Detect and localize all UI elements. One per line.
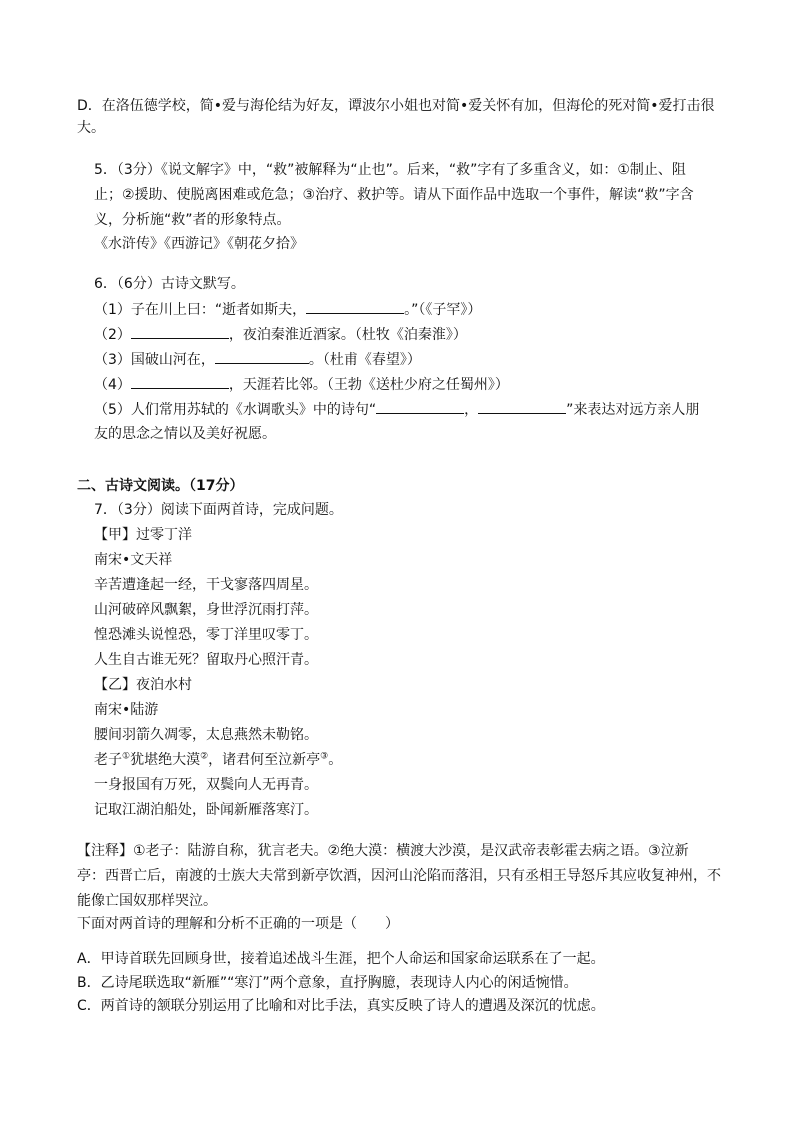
q7-option-c[interactable]: C．两首诗的颔联分别运用了比喻和对比手法，真实反映了诗人的遭遇及深沉的忧虑。 [77,998,605,1014]
poem-b-author: 南宋•陆游 [94,702,159,718]
answer-blank[interactable] [306,299,404,314]
q4-option-d-line2: 大。 [77,120,105,136]
poem-b-text: 犹堪绝大漠 [130,752,201,768]
poem-a-line: 山河破碎风飘絮，身世浮沉雨打萍。 [94,602,318,618]
notes-line2: 亭：西晋亡后，南渡的士族大夫常到新亭饮酒，因河山沦陷而落泪，只有丞相王导怒斥其应收复神州，不 [77,868,721,884]
q5-line3: 义，分析施“救”者的形象特点。 [94,212,291,228]
answer-blank[interactable] [478,399,566,414]
q6-item-5-pre: （5）人们常用苏轼的《水调歌头》中的诗句“ [94,402,377,418]
q6-item-5-mid: ， [464,402,479,418]
q7-title: 7．（3分）阅读下面两首诗，完成问题。 [94,502,343,518]
q6-item-4-pre: （4） [94,377,131,393]
poem-b-label: 【乙】夜泊水村 [94,677,192,693]
answer-blank[interactable] [131,324,229,339]
poem-b-line: 一身报国有万死，双鬓向人无再青。 [94,777,318,793]
footnote-ref-1: ① [122,751,131,762]
q6-item-5-line2: 友的思念之情以及美好祝愿。 [94,426,276,442]
q6-item-2 [94,324,467,345]
q6-item-1-pre: （1）子在川上曰：“逝者如斯夫， [94,302,307,318]
q7-option-a[interactable]: A．甲诗首联先回顾身世，接着追述战斗生涯，把个人命运和国家命运联系在了一起。 [77,951,605,967]
q6-item-2-pre: （2） [94,327,131,343]
footnote-ref-2: ② [200,751,209,762]
q7-question: 下面对两首诗的理解和分析不正确的一项是（ ） [77,916,399,932]
q6-item-1 [94,299,481,320]
poem-a-line: 辛苦遭逢起一经，干戈寥落四周星。 [94,577,318,593]
q6-item-5 [94,399,699,420]
poem-a-author: 南宋•文天祥 [94,552,173,568]
poem-b-line: 记取江湖泊船处，卧闻新雁落寒汀。 [94,802,318,818]
q6-item-2-post: ，夜泊秦淮近酒家。（杜牧《泊秦淮》） [228,327,467,343]
poem-b-text: 。 [328,752,343,768]
poem-b-line: 腰间羽箭久凋零，太息燕然未勒铭。 [94,727,318,743]
poem-a-line: 人生自古谁无死？留取丹心照汗青。 [94,652,318,668]
q6-item-3-post: 。（杜甫《春望》） [308,352,421,368]
notes-line1: 【注释】①老子：陆游自称，犹言老夫。②绝大漠：横渡大沙漠，是汉武帝表彰霍去病之语。③泣新 [77,843,689,859]
q6-item-4-post: ，天涯若比邻。（王勃《送杜少府之任蜀州》） [228,377,509,393]
q5-line1: 5．（3分）《说文解字》中，“救”被解释为“止也”。后来，“救”字有了多重含义，如：①制止、阻 [94,162,686,178]
answer-blank[interactable] [131,374,229,389]
poem-b-line [94,750,342,770]
q6-item-5-post: ”来表达对远方亲人朋 [566,402,700,418]
poem-b-text: ，诸君何至泣新亭 [208,752,321,768]
q5-works: 《水浒传》《西游记》《朝花夕拾》 [94,236,304,252]
poem-a-label: 【甲】过零丁洋 [94,527,192,543]
poem-b-text: 老子 [94,752,122,768]
poem-a-line: 惶恐滩头说惶恐，零丁洋里叹零丁。 [94,627,318,643]
q6-title: 6．（6分）古诗文默写。 [94,276,245,292]
q7-option-b[interactable]: B．乙诗尾联选取“新雁”“寒汀”两个意象，直抒胸臆，表现诗人内心的闲适惋惜。 [77,975,578,991]
notes-line3: 能像亡国奴那样哭泣。 [77,893,217,909]
q6-item-1-post: 。”（《子罕》） [404,302,482,318]
footnote-ref-3: ③ [320,751,329,762]
q6-item-3 [94,349,421,370]
answer-blank[interactable] [376,399,464,414]
q5-line2: 止；②援助、使脱离困难或危急；③治疗、救护等。请从下面作品中选取一个事件，解读“救”字含 [94,187,694,203]
q4-option-d-line1: D．在洛伍德学校，简•爱与海伦结为好友，谭波尔小姐也对简•爱关怀有加，但海伦的死对简•爱打击很 [77,98,715,114]
answer-blank[interactable] [215,349,309,364]
section-heading: 二、古诗文阅读。（17分） [77,478,244,494]
q6-item-3-pre: （3）国破山河在， [94,352,215,368]
q6-item-4 [94,374,509,395]
